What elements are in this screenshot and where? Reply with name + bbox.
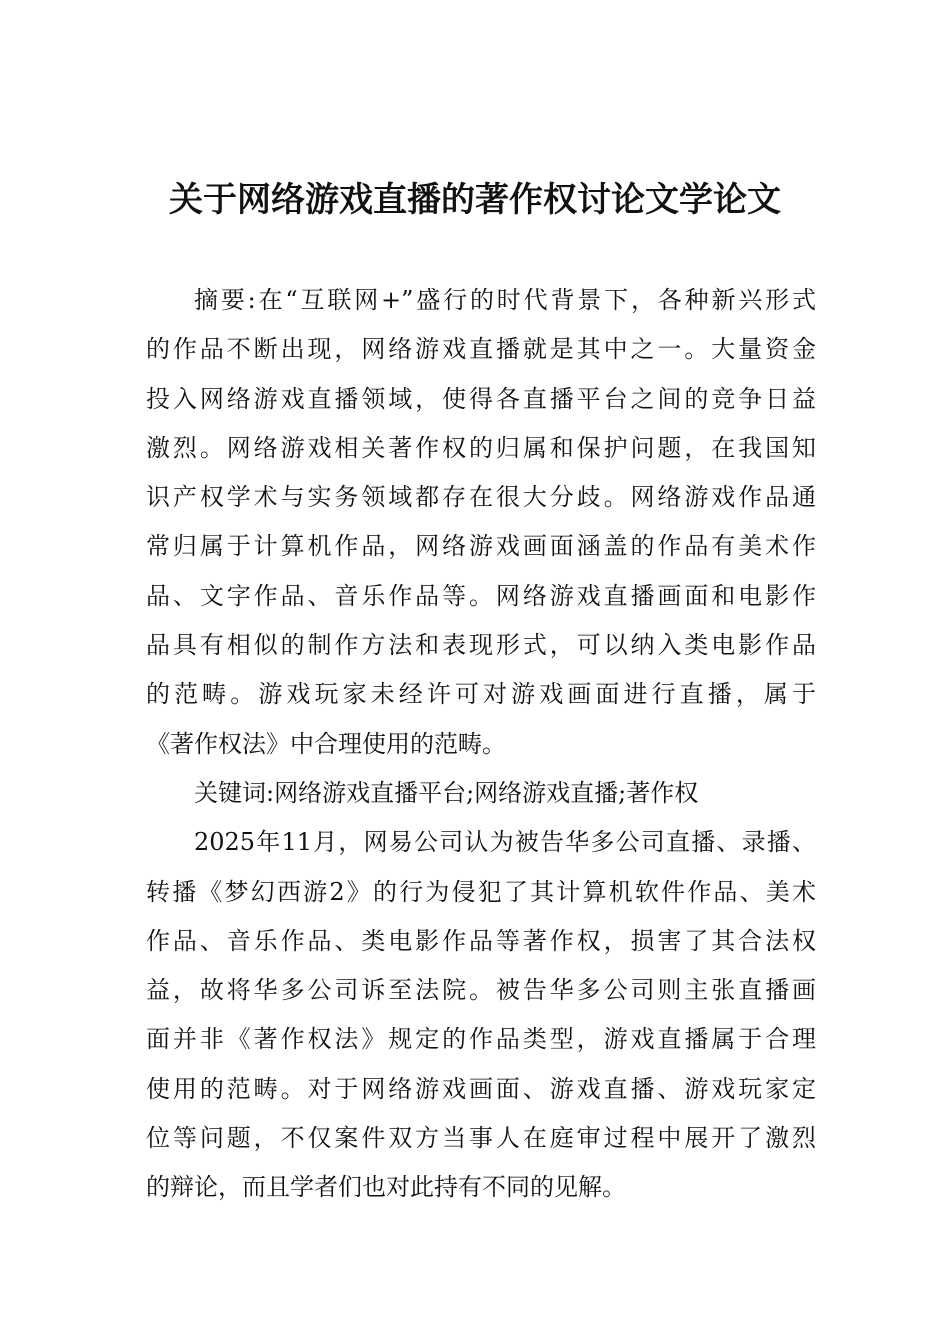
- abstract-line: 《著作权法》中合理使用的范畴。: [146, 729, 506, 758]
- abstract-line: 投入网络游戏直播领域，使得各直播平台之间的竞争日益: [146, 384, 816, 413]
- body-paragraph-line: 面并非《著作权法》规定的作品类型，游戏直播属于合理: [146, 1025, 816, 1054]
- document-body: [146, 276, 816, 1213]
- abstract-line: 品具有相似的制作方法和表现形式，可以纳入类电影作品: [146, 631, 816, 660]
- body-paragraph-line: 位等问题，不仅案件双方当事人在庭审过程中展开了激烈: [146, 1124, 816, 1153]
- body-paragraph-line: 使用的范畴。对于网络游戏画面、游戏直播、游戏玩家定: [146, 1074, 816, 1103]
- body-paragraph-line: 益，故将华多公司诉至法院。被告华多公司则主张直播画: [146, 976, 816, 1005]
- document-title: 关于网络游戏直播的著作权讨论文学论文: [169, 180, 781, 220]
- keywords-line: 关键词:网络游戏直播平台;网络游戏直播;著作权: [194, 778, 699, 807]
- abstract-line: 的作品不断出现，网络游戏直播就是其中之一。大量资金: [146, 335, 816, 364]
- abstract-line: 常归属于计算机作品，网络游戏画面涵盖的作品有美术作: [146, 532, 816, 561]
- body-paragraph-line: 作品、音乐作品、类电影作品等著作权，损害了其合法权: [146, 926, 816, 955]
- body-paragraph-line: 2025年11月，网易公司认为被告华多公司直播、录播、: [194, 828, 816, 857]
- abstract-line: 识产权学术与实务领域都存在很大分歧。网络游戏作品通: [146, 483, 816, 512]
- body-paragraph-line: 的辩论，而且学者们也对此持有不同的见解。: [146, 1173, 626, 1202]
- abstract-line: 激烈。网络游戏相关著作权的归属和保护问题，在我国知: [146, 433, 816, 462]
- abstract-line: 品、文字作品、音乐作品等。网络游戏直播画面和电影作: [146, 581, 816, 610]
- abstract-line: 摘要:在“互联网+”盛行的时代背景下，各种新兴形式: [194, 286, 816, 314]
- body-paragraph-line: 转播《梦幻西游2》的行为侵犯了其计算机软件作品、美术: [146, 877, 816, 906]
- abstract-line: 的范畴。游戏玩家未经许可对游戏画面进行直播，属于: [146, 680, 816, 709]
